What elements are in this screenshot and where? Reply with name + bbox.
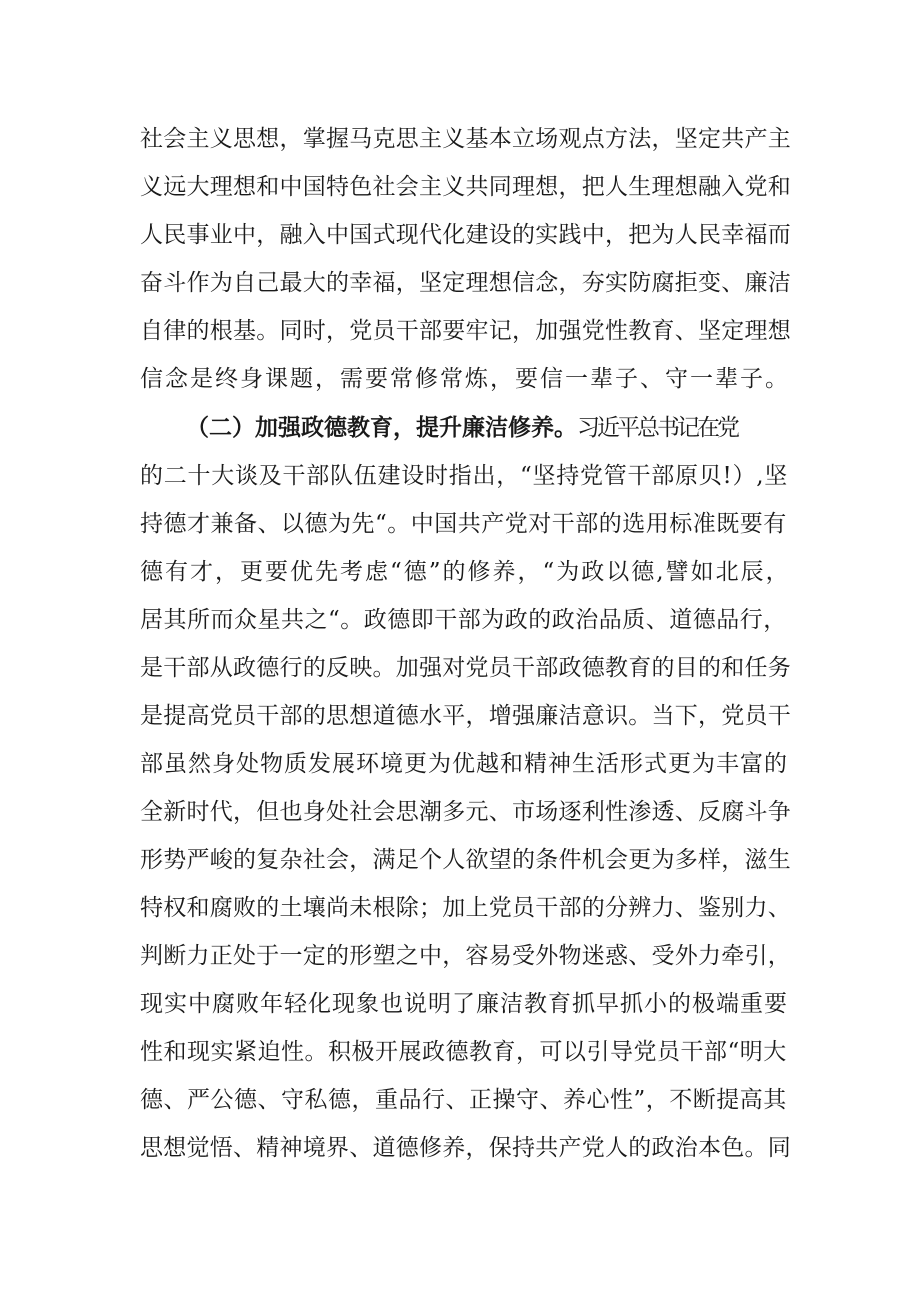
section2-line-14: 性和现实紧迫性。积极开展政德教育，可以引导党员干部“明大 xyxy=(140,1039,787,1065)
section2-line-6: 是干部从政德行的反映。加强对党员干部政德教育的目的和任务 xyxy=(140,655,791,681)
paragraph1-line-2: 义远大理想和中国特色社会主义共同理想，把人生理想融入党和 xyxy=(140,174,791,200)
paragraph1-line-4: 奋斗作为自己最大的幸福，坚定理想信念，夯实防腐拒变、廉洁 xyxy=(140,270,791,296)
paragraph1-line-5: 自律的根基。同时，党员干部要牢记，加强党性教育、坚定理想 xyxy=(140,318,791,344)
section2-line-15: 德、严公德、守私德，重品行、正操守、养心性”，不断提高其 xyxy=(140,1087,787,1113)
section2-line-2: 的二十大谈及干部队伍建设时指出，“坚持党管干部原贝!）,坚 xyxy=(140,463,789,489)
section2-first-line xyxy=(186,413,836,443)
section2-line-12: 判断力正处于一定的形塑之中，容易受外物迷惑、受外力牵引， xyxy=(140,943,791,969)
section2-line-10: 形势严峻的复杂社会，满足个人欲望的条件机会更为多样，滋生 xyxy=(140,847,791,873)
paragraph1-line-6: 信念是终身课题，需要常修常炼，要信一辈子、守一辈子。 xyxy=(140,366,790,392)
section2-line-16: 思想觉悟、精神境界、道德修养，保持共产党人的政治本色。同 xyxy=(140,1135,791,1161)
section2-first-line-text: 习近平总书记在党 xyxy=(577,415,737,441)
section2-line-11: 特权和腐败的土壤尚未根除；加上党员干部的分辨力、鉴别力、 xyxy=(140,895,791,921)
section2-line-7: 是提高党员干部的思想道德水平，增强廉洁意识。当下，党员干 xyxy=(140,703,791,729)
section2-heading: （二）加强政德教育，提升廉洁修养。 xyxy=(186,415,577,441)
section2-line-8: 部虽然身处物质发展环境更为优越和精神生活形式更为丰富的 xyxy=(140,751,788,777)
section2-line-4: 德有才，更要优先考虑“德”的修养，“为政以德,譬如北辰， xyxy=(140,559,791,585)
section2-line-5: 居其所而众星共之“。政德即干部为政的政治品质、道德品行， xyxy=(140,607,787,633)
section2-line-3: 持德才兼备、以德为先“。中国共产党对干部的选用标准既要有 xyxy=(140,511,787,537)
paragraph1-line-3: 人民事业中，融入中国式现代化建设的实践中，把为人民幸福而 xyxy=(140,222,791,248)
paragraph1-line-1: 社会主义思想，掌握马克思主义基本立场观点方法，坚定共产主 xyxy=(140,126,791,152)
section2-line-9: 全新时代，但也身处社会思潮多元、市场逐利性渗透、反腐斗争 xyxy=(140,799,791,825)
section2-line-13: 现实中腐败年轻化现象也说明了廉洁教育抓早抓小的极端重要 xyxy=(140,991,788,1017)
